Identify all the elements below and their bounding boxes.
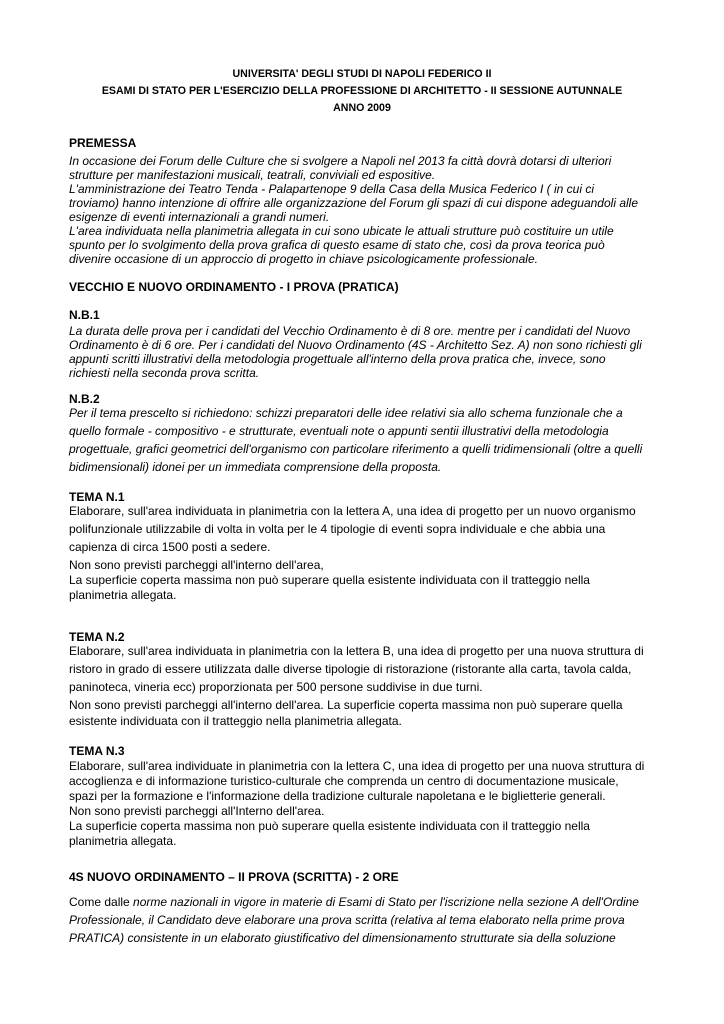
nb2-line: Per il tema prescelto si richiedono: schizzi preparatori delle idee relativi sia allo schema funzionale che a — [69, 406, 623, 420]
section2-line — [69, 895, 639, 909]
tema2-line: Non sono previsti parcheggi all'interno dell'area. La superficie coperta massima non può superare quella — [69, 698, 623, 712]
tema2-line: Elaborare, sull'area individuata in planimetria con la lettera B, una idea di progetto per una nuova struttura di — [69, 644, 644, 658]
premessa-line: esigenze di eventi internazionali a grandi numeri. — [69, 210, 330, 224]
nb1-line: richiesti nella seconda prova scritta. — [69, 366, 260, 380]
nb1-title: N.B.1 — [69, 308, 100, 322]
section2-line: PRATICA) consistente in un elaborato giustificativo del dimensionamento strutturate sia della soluzione — [69, 931, 616, 945]
tema1-line: La superficie coperta massima non può superare quella esistente individuata con il tratteggio nella — [69, 573, 590, 587]
nb2-line: bidimensionali) idonei per un immediata comprensione della proposta. — [69, 460, 442, 474]
nb1-line: appunti scritti illustrativi della metodologia progettuale all'interno della prova pratica che, invece, sono — [69, 352, 606, 366]
header-year: ANNO 2009 — [333, 102, 391, 114]
premessa-line: L'amministrazione dei Teatro Tenda - Palapartenope 9 della Casa della Musica Federico I ( in cui ci — [69, 182, 595, 196]
tema2-line: ristoro in grado di essere utilizzata dalle diverse tipologie di ristorazione (ristorante alla carta, tavola calda, — [69, 662, 632, 676]
premessa-line: strutture per manifestazioni musicali, teatrali, conviviali ed espositive. — [69, 168, 436, 182]
header-university: UNIVERSITA' DEGLI STUDI DI NAPOLI FEDERICO II — [232, 68, 492, 80]
tema2-line: esistente individuata con il tratteggio nella planimetria allegata. — [69, 714, 402, 728]
tema1-line: planimetria allegata. — [69, 588, 177, 602]
tema1-title: TEMA N.1 — [69, 490, 125, 504]
section-title-prova-scritta: 4S NUOVO ORDINAMENTO – II PROVA (SCRITTA) - 2 ORE — [69, 870, 399, 884]
nb2-title: N.B.2 — [69, 392, 100, 406]
tema3-line: La superficie coperta massima non può superare quella esistente individuata con il tratteggio nella — [69, 819, 590, 833]
premessa-line: divenire occasione di un approccio di progetto in chiave psicologicamente professionale. — [69, 252, 538, 266]
premessa-line: troviamo) hanno intenzione di offrire alle organizzazione del Forum gli spazi di cui dispone adeguandoli alle — [69, 196, 639, 210]
tema1-line: Non sono previsti parcheggi all'interno dell'area, — [69, 558, 324, 572]
tema1-line: capienza di circa 1500 posti a sedere. — [69, 540, 271, 554]
tema1-line: polifunzionale utilizzabile di volta in volta per le 4 tipologie di eventi sopra individuale e che abbia una — [69, 522, 606, 536]
section2-line-italic: norme nazionali in vigore in materie di Esami di Stato per l'iscrizione nella sezione A dell'Ordine — [133, 895, 639, 909]
nb2-line: quello formale - compositivo - e strutturate, eventuali note o appunti sentii illustrativi della metodologia — [69, 424, 609, 438]
tema3-title: TEMA N.3 — [69, 744, 125, 758]
tema2-line: paninoteca, vineria ecc) proporzionata per 500 persone suddivise in due turni. — [69, 680, 483, 694]
tema3-line: accoglienza e di informazione turistico-culturale che comprenda un centro di documentazione musicale, — [69, 774, 619, 788]
tema2-title: TEMA N.2 — [69, 630, 125, 644]
premessa-line: In occasione dei Forum delle Culture che si svolgere a Napoli nel 2013 fa città dovrà dotarsi di ulteriori — [69, 154, 612, 168]
tema1-line: Elaborare, sull'area individuata in planimetria con la lettera A, una idea di progetto per un nuovo organismo — [69, 504, 636, 518]
nb1-line: La durata delle prova per i candidati del Vecchio Ordinamento è di 8 ore. mentre per i candidati del Nuovo — [69, 324, 631, 338]
tema3-line: Non sono previsti parcheggi all'Interno dell'area. — [69, 804, 325, 818]
header-exam: ESAMI DI STATO PER L'ESERCIZIO DELLA PROFESSIONE DI ARCHITETTO - II SESSIONE AUTUNNALE — [101, 85, 623, 97]
tema3-line: Elaborare, sull'area individuate in planimetria con la lettera C, una idea di progetto per una nuova struttura di — [69, 759, 645, 773]
premessa-title: PREMESSA — [69, 136, 137, 150]
tema3-line: spazi per la formazione e l'informazione della tradizione culturale napoletana e le biglietterie generali. — [69, 789, 606, 803]
section2-line-plain: Come dalle — [69, 895, 134, 909]
nb1-line: Ordinamento è di 6 ore. Per i candidati del Nuovo Ordinamento (4S - Architetto Sez. A) non sono richiesti gli — [69, 338, 642, 352]
premessa-line: spunto per lo svolgimento della prova grafica di questo esame di stato che, così da prova teorica può — [69, 238, 605, 252]
premessa-line: L'area individuata nella planimetria allegata in cui sono ubicate le attuali strutture può costituire un utile — [69, 224, 614, 238]
section2-line: Professionale, il Candidato deve elaborare una prova scritta (relativa al tema elaborato nella prime prova — [69, 913, 625, 927]
section-title-prova-pratica: VECCHIO E NUOVO ORDINAMENTO - I PROVA (PRATICA) — [69, 280, 399, 294]
nb2-line: progettuale, grafici geometrici dell'organismo con particolare riferimento a quelli tridimensionali (oltre a quelli — [69, 442, 643, 456]
tema3-line: planimetria allegata. — [69, 834, 177, 848]
